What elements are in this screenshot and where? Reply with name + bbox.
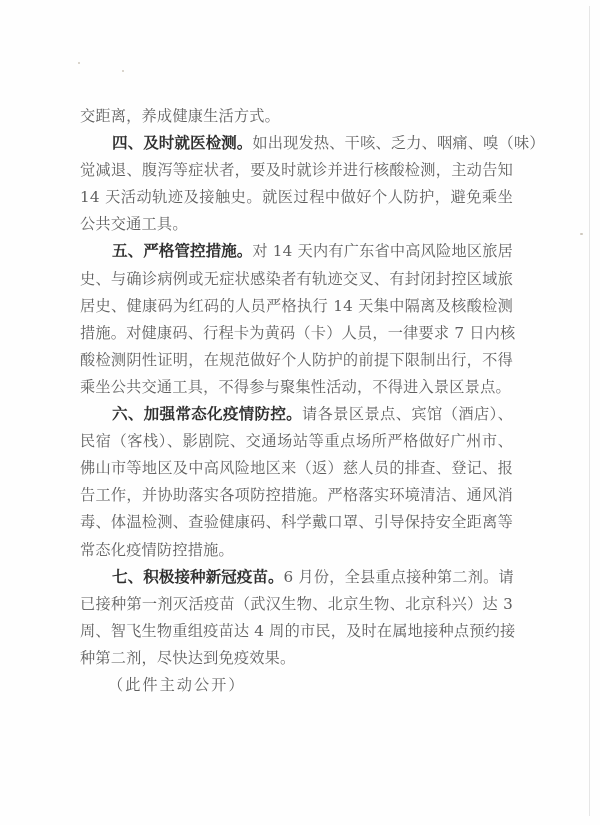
section-5-line: 居史、健康码为红码的人员严格执行 14 天集中隔离及核酸检测 [80,296,513,315]
continuation-line: 交距离，养成健康生活方式。 [80,107,281,125]
section-5-line: 乘坐公共交通工具，不得参与聚集性活动，不得进入景区景点。 [80,377,511,396]
section-6-heading: 六、加强常态化疫情防控。 [112,405,303,424]
scan-edge-line [589,6,590,816]
section-5-first-line [80,238,513,265]
section-6-line: 民宿（客栈）、影剧院、交通场站等重点场所严格做好广州市、 [80,432,513,451]
public-release-note: （此件主动公开） [108,675,246,694]
section-4-heading: 四、及时就医检测。 [112,134,253,153]
section-7-line: 种第二剂，尽快达到免疫效果。 [80,648,296,667]
section-7-text: 6 月份，全县重点接种第二剂。请 [283,567,514,586]
document-body [80,103,545,699]
scan-speck [580,233,583,235]
scan-speck [78,62,80,64]
section-7-heading: 七、积极接种新冠疫苗。 [112,567,284,586]
section-7-first-line [80,564,513,591]
section-7-line: 已接种第一剂灭活疫苗（武汉生物、北京生物、北京科兴）达 3 [80,594,513,613]
scan-speck [122,70,124,72]
section-5-line: 酸检测阴性证明，在规范做好个人防护的前提下限制出行，不得 [80,350,513,369]
section-5-line: 史、与确诊病例或无症状感染者有轨迹交叉、有封闭封控区域旅 [80,269,513,288]
section-6-line: 毒、体温检测、查验健康码、科学戴口罩、引导保持安全距离等 [80,513,513,532]
section-6-line: 告工作，并协助落实各项防控措施。严格落实环境清洁、通风消 [80,486,513,505]
section-4-first-line [80,130,545,157]
section-7-line: 周、智飞生物重组疫苗达 4 周的市民，及时在属地接种点预约接 [80,621,516,640]
section-6-line: 佛山市等地区及中高风险地区来（返）慈人员的排查、登记、报 [80,459,513,478]
section-4-line: 觉减退、腹泻等症状者，要及时就诊并进行核酸检测，主动告知 [80,161,513,180]
section-6-first-line [80,401,513,428]
section-4-text: 如出现发热、干咳、乏力、咽痛、嗅（味） [252,134,545,153]
section-5-line: 措施。对健康码、行程卡为黄码（卡）人员，一律要求 7 日内核 [80,323,516,342]
section-4-line: 公共交通工具。 [80,215,188,234]
section-5-heading: 五、严格管控措施。 [112,242,253,261]
section-6-line: 常态化疫情防控措施。 [80,540,234,559]
section-4-line: 14 天活动轨迹及接触史。就医过程中做好个人防护，避免乘坐 [80,188,513,207]
section-6-text: 请各景区景点、宾馆（酒店）、 [302,405,513,424]
section-5-text: 对 14 天内有广东省中高风险地区旅居 [252,242,513,261]
